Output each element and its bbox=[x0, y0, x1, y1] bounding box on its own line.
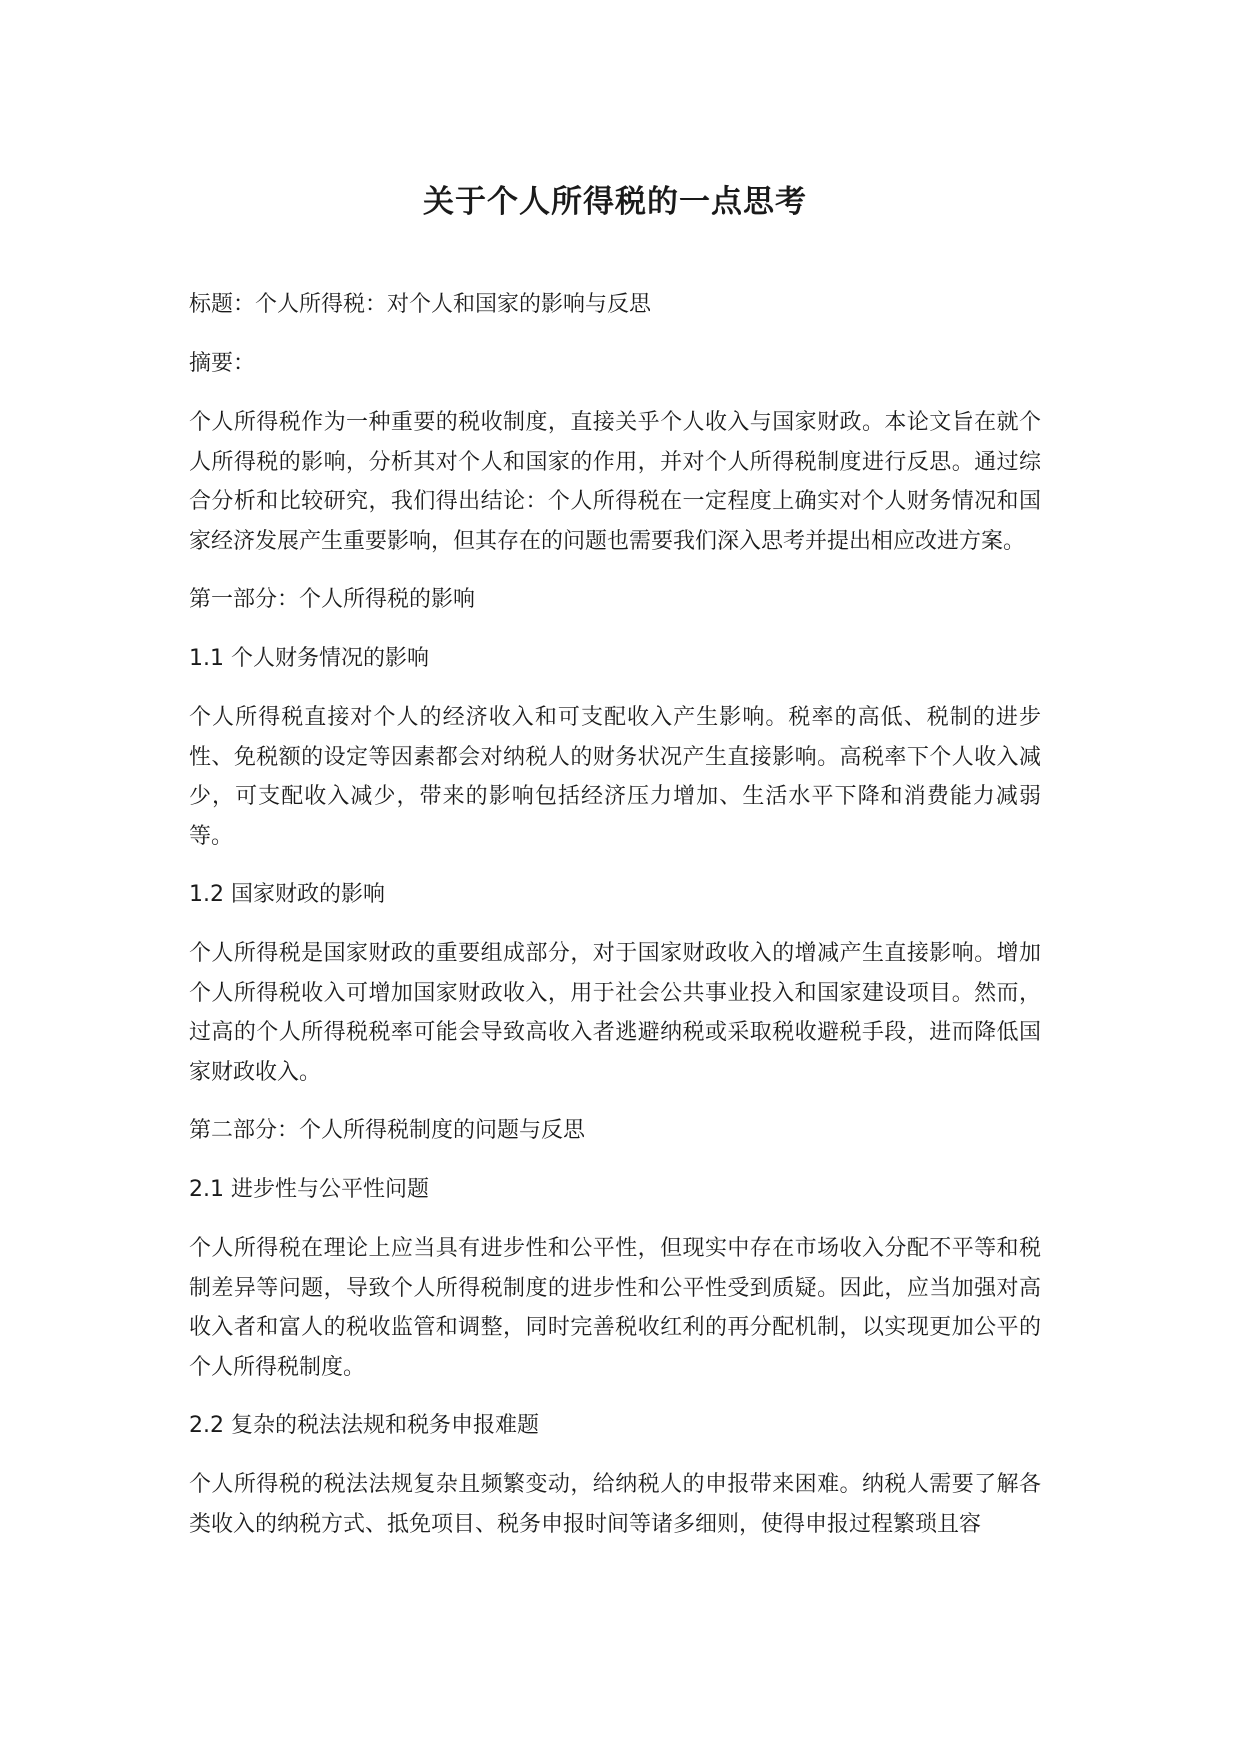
abstract-paragraph: 个人所得税作为一种重要的税收制度，直接关乎个人收入与国家财政。本论文旨在就个人所得税的影响，分析其对个人和国家的作用，并对个人所得税制度进行反思。通过综合分析和比较研究，我们得出结论：个人所得税在一定程度上确实对个人财务情况和国家经济发展产生重要影响，但其存在的问题也需要我们深入思考并提出相应改进方案。 bbox=[189, 410, 1041, 554]
section-2-2-paragraph: 个人所得税的税法法规复杂且频繁变动，给纳税人的申报带来困难。纳税人需要了解各类收入的纳税方式、抵免项目、税务申报时间等诸多细则，使得申报过程繁琐且容 bbox=[189, 1472, 1041, 1537]
section-1-1-paragraph: 个人所得税直接对个人的经济收入和可支配收入产生影响。税率的高低、税制的进步性、免税额的设定等因素都会对纳税人的财务状况产生直接影响。高税率下个人收入减少，可支配收入减少，带来的影响包括经济压力增加、生活水平下降和消费能力减弱等。 bbox=[189, 705, 1041, 849]
part-2-heading: 第二部分：个人所得税制度的问题与反思 bbox=[189, 1118, 586, 1143]
section-1-1-heading: 1.1 个人财务情况的影响 bbox=[189, 646, 429, 671]
subject-line: 标题：个人所得税：对个人和国家的影响与反思 bbox=[189, 292, 652, 317]
section-1-2-paragraph: 个人所得税是国家财政的重要组成部分，对于国家财政收入的增减产生直接影响。增加个人所得税收入可增加国家财政收入，用于社会公共事业投入和国家建设项目。然而，过高的个人所得税税率可能会导致高收入者逃避纳税或采取税收避税手段，进而降低国家财政收入。 bbox=[189, 941, 1041, 1085]
section-1-2-heading: 1.2 国家财政的影响 bbox=[189, 882, 385, 907]
abstract-heading: 摘要： bbox=[189, 351, 256, 376]
section-2-2-heading: 2.2 复杂的税法法规和税务申报难题 bbox=[189, 1413, 539, 1438]
section-2-1-paragraph: 个人所得税在理论上应当具有进步性和公平性，但现实中存在市场收入分配不平等和税制差异等问题，导致个人所得税制度的进步性和公平性受到质疑。因此，应当加强对高收入者和富人的税收监管和调整，同时完善税收红利的再分配机制，以实现更加公平的个人所得税制度。 bbox=[189, 1236, 1041, 1380]
document-body bbox=[189, 285, 1041, 1563]
part-1-heading: 第一部分：个人所得税的影响 bbox=[189, 587, 476, 612]
document-title: 关于个人所得税的一点思考 bbox=[423, 184, 807, 220]
section-2-1-heading: 2.1 进步性与公平性问题 bbox=[189, 1177, 429, 1202]
